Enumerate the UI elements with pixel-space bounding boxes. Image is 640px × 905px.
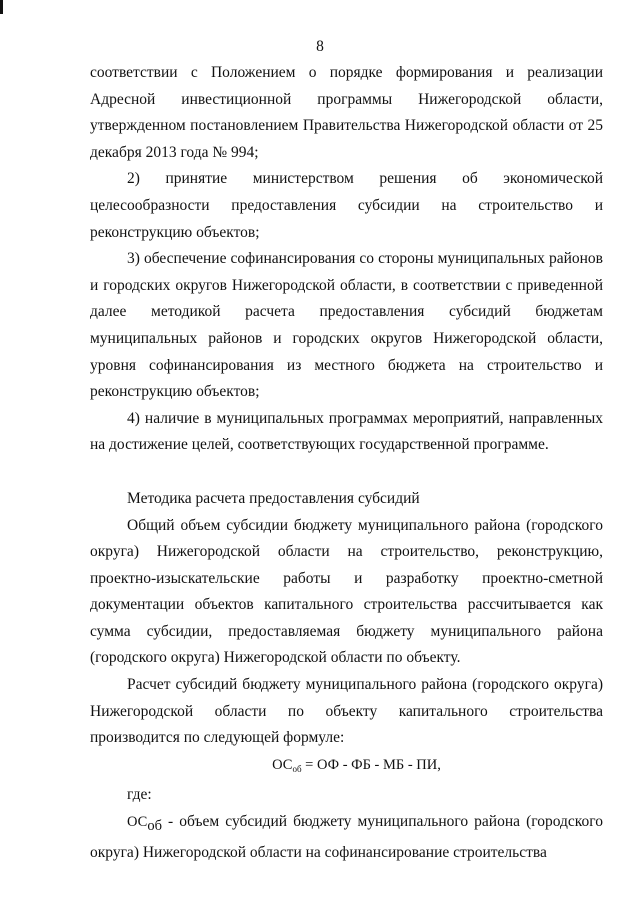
paragraph-total-subsidy: Общий объем субсидии бюджету муниципального района (городского округа) Нижегородской области на строительство, реконструкцию, проектно-изыскательские работы и разработку проектно-сметной документации объектов капитального строительства рассчитывается как сумма субсидии, предоставляемая бюджету муниципального района (городского округа) Нижегородской области по объекту. bbox=[90, 516, 603, 667]
blank-line bbox=[90, 459, 603, 486]
paragraph-item-3: 3) обеспечение софинансирования со стороны муниципальных районов и городских округов Нижегородской области, в соответствии с приведенной далее методикой расчета предоставления субсидий бюджетам муниципальных районов и городских округов Нижегородской области, уровня софинансирования из местного бюджета на строительство и реконструкцию объектов; bbox=[90, 250, 603, 401]
paragraph-item-4: 4) наличие в муниципальных программах мероприятий, направленных на достижение целей, соответствующих государственной программе. bbox=[90, 409, 603, 454]
page-number: 8 bbox=[316, 38, 324, 55]
scan-edge-mark bbox=[0, 0, 3, 14]
definition-term: ОС bbox=[127, 814, 148, 831]
paragraph-calculation: Расчет субсидий бюджету муниципального района (городского округа) Нижегородской области по объекту капитального строительства производится по следующей формуле: bbox=[90, 676, 603, 747]
where-label: где: bbox=[127, 786, 152, 804]
paragraph-continuation: соответствии с Положением о порядке формирования и реализации Адресной инвестиционной программы Нижегородской области, утвержденном постановлением Правительства Нижегородской области от 25 декабря 2013 года № 994; bbox=[90, 64, 603, 161]
paragraph-item-2: 2) принятие министерством решения об экономической целесообразности предоставления субсидии на строительство и реконструкцию объектов; bbox=[90, 170, 603, 241]
formula-rhs: = ОФ - ФБ - МБ - ПИ, bbox=[301, 756, 441, 773]
document-body bbox=[90, 60, 603, 866]
formula bbox=[90, 752, 603, 783]
definition-term-subscript: об bbox=[147, 818, 162, 835]
definition-text: - объем субсидий бюджету муниципального района (городского округа) Нижегородской области на софинансирование строительства bbox=[90, 813, 603, 861]
formula-lhs-subscript: об bbox=[292, 763, 302, 774]
paragraph-definition bbox=[90, 809, 603, 866]
section-heading: Методика расчета предоставления субсидий bbox=[127, 489, 420, 507]
formula-lhs: ОС bbox=[272, 756, 293, 773]
